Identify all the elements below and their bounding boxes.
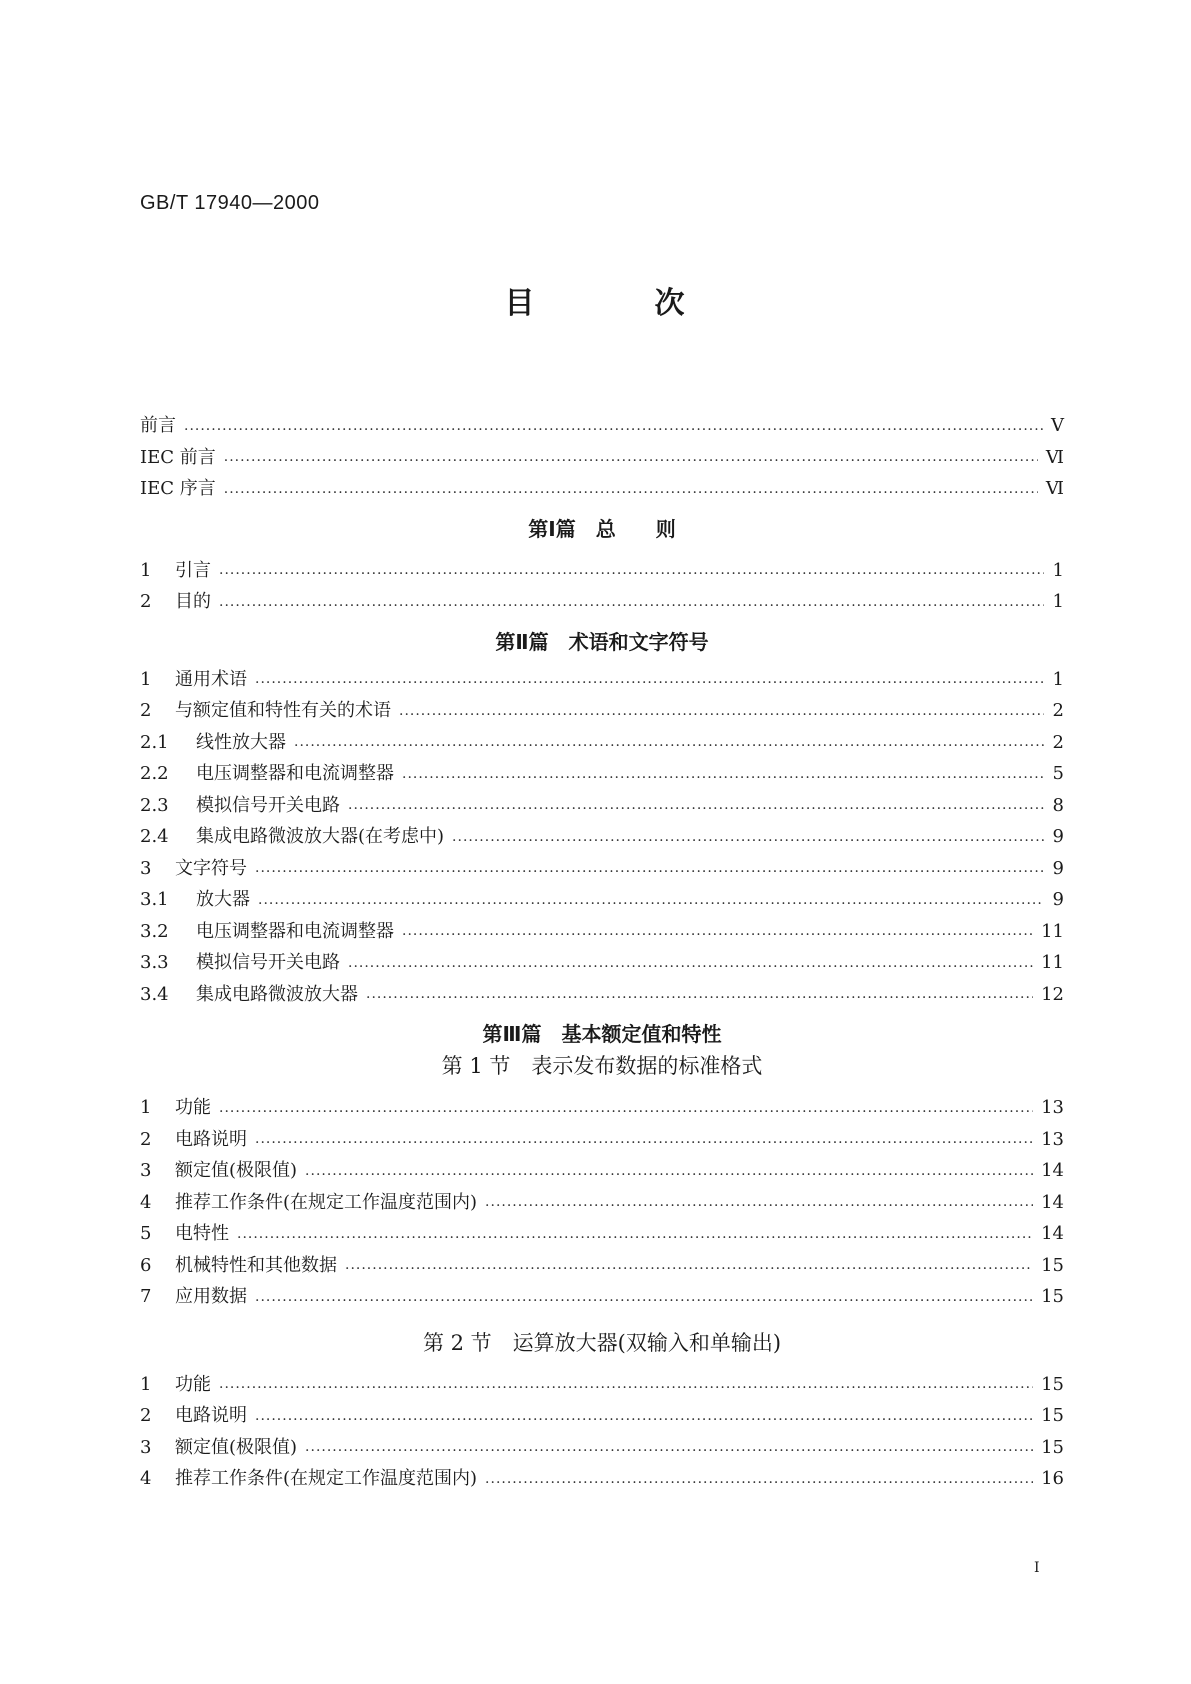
toc-entry-label: 通用术语: [175, 668, 247, 690]
toc-entry-label: 额定值(极限值): [175, 1160, 298, 1181]
toc-entry[interactable]: [140, 1463, 1064, 1495]
toc-entry[interactable]: [140, 1281, 1064, 1313]
title-char-right: 次: [654, 286, 687, 321]
dot-leader: [255, 1408, 1033, 1432]
dot-leader: [219, 1100, 1033, 1124]
toc-entry-label: 电路说明: [175, 1405, 247, 1426]
dot-leader: [485, 1194, 1033, 1218]
toc-entry[interactable]: [140, 695, 1064, 727]
toc-entry[interactable]: [140, 1369, 1064, 1401]
toc-entry-label: IEC 前言: [140, 446, 216, 468]
part3-section1-heading: 第 1 节 表示发布数据的标准格式: [441, 1054, 763, 1078]
toc-entry-page: 15: [1041, 1405, 1064, 1426]
toc-entry-label: 电压调整器和电流调整器: [196, 920, 394, 942]
toc-entry-label: 额定值(极限值): [175, 1436, 298, 1458]
toc-entry[interactable]: [140, 555, 1064, 587]
toc-entry[interactable]: [140, 853, 1064, 885]
toc-entry-number: 1: [140, 1373, 152, 1395]
toc-entry-number: 2: [140, 700, 152, 721]
title-char-left: 目: [504, 286, 537, 321]
toc-entry-label: 文字符号: [175, 857, 247, 879]
toc-entry-label: 集成电路微波放大器: [196, 983, 358, 1005]
table-of-contents: [140, 410, 1064, 1495]
toc-entry-number: 3.3: [140, 952, 169, 973]
toc-entry-number: 3: [140, 1160, 152, 1181]
page-title: [0, 278, 1191, 322]
toc-entry[interactable]: [140, 1432, 1064, 1464]
toc-entry[interactable]: [140, 790, 1064, 822]
toc-entry-label: 推荐工作条件(在规定工作温度范围内): [175, 1191, 478, 1213]
dot-leader: [294, 734, 1044, 758]
dot-leader: [255, 671, 1044, 695]
dot-leader: [402, 766, 1044, 790]
toc-entry[interactable]: [140, 1187, 1064, 1219]
page-number: Ⅰ: [1034, 1560, 1040, 1576]
dot-leader: [399, 703, 1044, 727]
toc-entry-label: IEC 序言: [140, 478, 216, 499]
toc-entry[interactable]: [140, 1400, 1064, 1432]
toc-entry[interactable]: [140, 442, 1064, 474]
toc-entry-label: 应用数据: [175, 1286, 247, 1307]
toc-entry-number: 3.4: [140, 983, 169, 1005]
toc-entry-page: 15: [1041, 1436, 1064, 1458]
toc-entry-number: 6: [140, 1254, 152, 1276]
dot-leader: [366, 986, 1033, 1010]
toc-entry-page: 9: [1052, 889, 1064, 910]
toc-entry[interactable]: [140, 947, 1064, 979]
toc-entry-label: 推荐工作条件(在规定工作温度范围内): [175, 1468, 478, 1489]
toc-entry[interactable]: [140, 1250, 1064, 1282]
dot-leader: [345, 1257, 1033, 1281]
toc-entry-page: 14: [1041, 1191, 1064, 1213]
part3-section1-list: [140, 1092, 1064, 1313]
toc-entry-number: 2.2: [140, 763, 169, 784]
dot-leader: [255, 1131, 1033, 1155]
toc-entry-label: 前言: [140, 415, 176, 436]
toc-entry-number: 7: [140, 1286, 152, 1307]
toc-entry-page: 14: [1041, 1223, 1064, 1244]
dot-leader: [485, 1471, 1033, 1495]
toc-entry-label: 电路说明: [175, 1128, 247, 1150]
dot-leader: [219, 594, 1044, 618]
toc-entry-page: 1: [1052, 591, 1064, 612]
toc-entry[interactable]: [140, 916, 1064, 948]
toc-entry[interactable]: [140, 821, 1064, 853]
toc-entry-label: 功能: [175, 1373, 211, 1395]
toc-entry-number: 1: [140, 1097, 152, 1118]
toc-entry-label: 引言: [175, 559, 211, 581]
toc-entry-page: 8: [1052, 794, 1064, 816]
dot-leader: [402, 923, 1033, 947]
toc-entry-number: 1: [140, 668, 152, 690]
toc-entry[interactable]: [140, 884, 1064, 916]
toc-entry-label: 功能: [175, 1097, 211, 1118]
toc-entry-page: 1: [1052, 559, 1064, 581]
part2-heading: 第Ⅱ篇 术语和文字符号: [495, 629, 709, 654]
part3-heading: 第Ⅲ篇 基本额定值和特性: [482, 1022, 722, 1046]
toc-entry-page: 12: [1041, 983, 1064, 1005]
toc-entry-page: 2: [1052, 700, 1064, 721]
dot-leader: [258, 892, 1044, 916]
dot-leader: [224, 449, 1038, 473]
toc-entry-page: Ⅴ: [1051, 415, 1064, 436]
toc-entry[interactable]: [140, 979, 1064, 1011]
toc-entry[interactable]: [140, 410, 1064, 442]
dot-leader: [224, 481, 1038, 505]
toc-entry-number: 2.4: [140, 826, 169, 847]
toc-entry-label: 模拟信号开关电路: [196, 952, 340, 973]
toc-entry[interactable]: [140, 727, 1064, 759]
dot-leader: [452, 829, 1044, 853]
toc-entry-page: 16: [1041, 1468, 1064, 1489]
toc-entry-page: 15: [1041, 1286, 1064, 1307]
toc-entry-label: 电特性: [175, 1223, 229, 1244]
toc-entry-page: 9: [1052, 826, 1064, 847]
part1-list: [140, 555, 1064, 618]
toc-entry[interactable]: [140, 586, 1064, 618]
dot-leader: [348, 797, 1044, 821]
toc-entry-number: 4: [140, 1468, 152, 1489]
toc-entry-label: 集成电路微波放大器(在考虑中): [196, 826, 445, 847]
toc-entry[interactable]: [140, 1092, 1064, 1124]
part3-section2-list: [140, 1369, 1064, 1495]
dot-leader: [219, 562, 1044, 586]
toc-entry-page: 11: [1041, 920, 1064, 942]
toc-entry-page: 15: [1041, 1373, 1064, 1395]
toc-entry-number: 2: [140, 591, 152, 612]
part1-heading: 第Ⅰ篇 总 则: [528, 516, 676, 541]
toc-entry-label: 线性放大器: [196, 731, 286, 753]
toc-entry-label: 电压调整器和电流调整器: [196, 763, 394, 784]
toc-entry[interactable]: [140, 1124, 1064, 1156]
toc-entry-page: 9: [1052, 857, 1064, 879]
toc-entry-number: 3.2: [140, 920, 169, 942]
toc-entry-number: 2.3: [140, 794, 169, 816]
toc-entry-label: 与额定值和特性有关的术语: [175, 700, 391, 721]
dot-leader: [219, 1376, 1033, 1400]
dot-leader: [237, 1226, 1033, 1250]
toc-entry-label: 模拟信号开关电路: [196, 794, 340, 816]
toc-entry-label: 机械特性和其他数据: [175, 1254, 337, 1276]
toc-entry-number: 4: [140, 1191, 152, 1213]
toc-entry-page: 13: [1041, 1097, 1064, 1118]
toc-entry-page: Ⅵ: [1045, 446, 1064, 468]
toc-entry-label: 放大器: [196, 889, 250, 910]
toc-entry[interactable]: [140, 758, 1064, 790]
toc-entry-label: 目的: [175, 591, 211, 612]
dot-leader: [184, 418, 1043, 442]
part3-section2-heading: 第 2 节 运算放大器(双输入和单输出): [422, 1330, 782, 1355]
toc-entry[interactable]: [140, 473, 1064, 505]
toc-entry-page: 15: [1041, 1254, 1064, 1276]
toc-entry-page: Ⅵ: [1045, 478, 1064, 499]
toc-entry-page: 14: [1041, 1160, 1064, 1181]
toc-entry-page: 11: [1041, 952, 1064, 973]
toc-entry-number: 2: [140, 1128, 152, 1150]
toc-entry-number: 3: [140, 857, 152, 879]
part2-list: [140, 664, 1064, 1011]
toc-entry-page: 5: [1052, 763, 1064, 784]
toc-entry-number: 3: [140, 1436, 152, 1458]
toc-entry-number: 5: [140, 1223, 152, 1244]
toc-entry-page: 13: [1041, 1128, 1064, 1150]
dot-leader: [348, 955, 1033, 979]
dot-leader: [255, 1289, 1033, 1313]
dot-leader: [255, 860, 1044, 884]
toc-entry[interactable]: [140, 1218, 1064, 1250]
front-matter-list: [140, 410, 1064, 505]
dot-leader: [305, 1163, 1033, 1187]
toc-entry[interactable]: [140, 664, 1064, 696]
dot-leader: [305, 1439, 1033, 1463]
document-id: GB/T 17940—2000: [140, 192, 320, 214]
toc-entry-number: 2.1: [140, 731, 169, 753]
toc-entry-number: 3.1: [140, 889, 169, 910]
toc-entry-number: 1: [140, 559, 152, 581]
toc-entry-page: 1: [1052, 668, 1064, 690]
toc-entry-number: 2: [140, 1405, 152, 1426]
toc-entry[interactable]: [140, 1155, 1064, 1187]
toc-entry-page: 2: [1052, 731, 1064, 753]
